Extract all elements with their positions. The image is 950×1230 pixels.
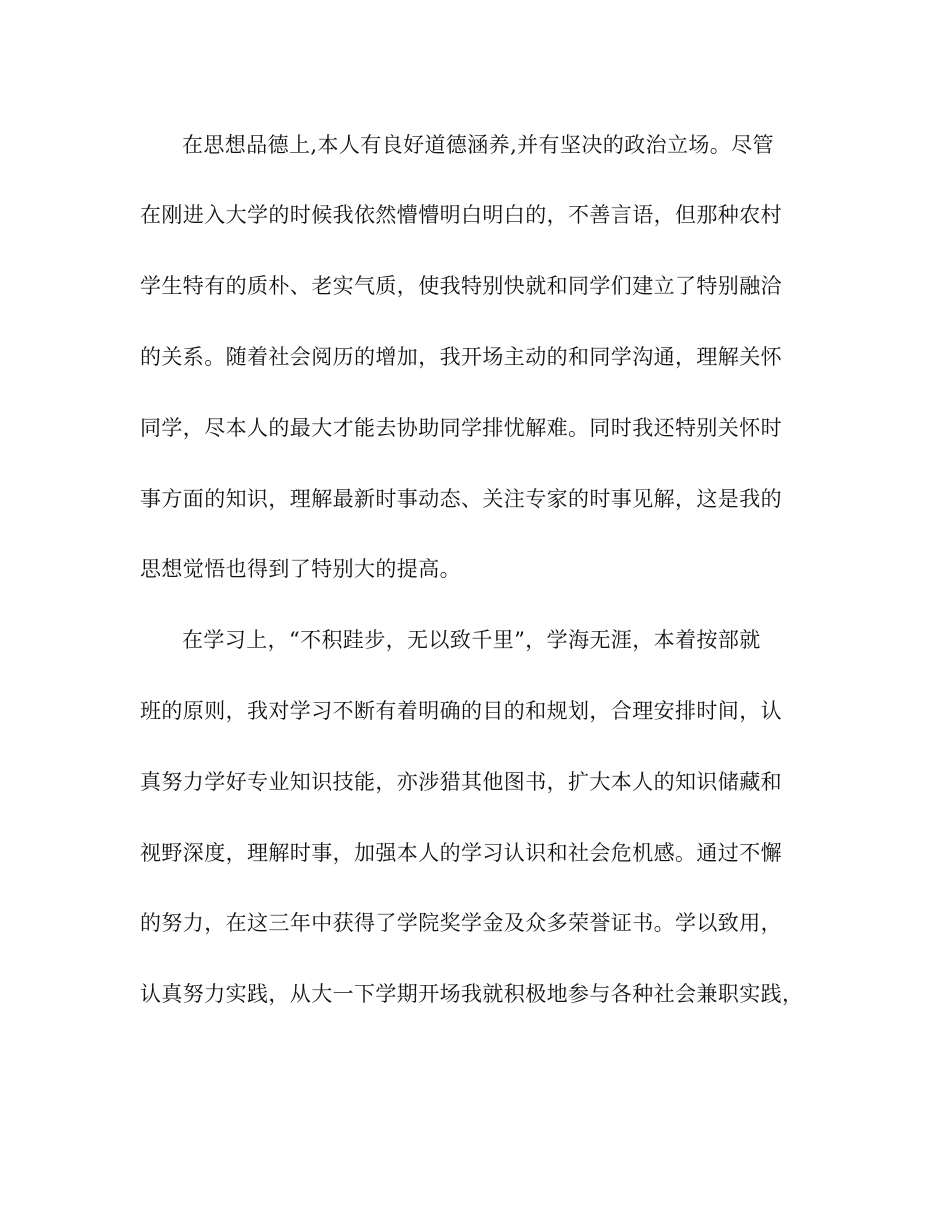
paragraph-1-line-4: 的关系。随着社会阅历的增加，我开场主动的和同学沟通，理解关怀 — [140, 345, 782, 369]
paragraph-1-line-2: 在刚进入大学的时候我依然懵懵明白明白的，不善言语，但那种农村 — [140, 203, 782, 227]
paragraph-2-line-1: 在学习上，“不积跬步，无以致千里”，学海无涯，本着按部就 — [182, 628, 761, 652]
paragraph-1-line-7: 思想觉悟也得到了特别大的提高。 — [140, 557, 461, 581]
paragraph-1-line-5: 同学，尽本人的最大才能去协助同学排忧解难。同时我还特别关怀时 — [140, 416, 782, 440]
paragraph-2-line-2: 班的原则，我对学习不断有着明确的目的和规划，合理安排时间，认 — [140, 699, 782, 723]
paragraph-1-line-1: 在思想品德上,本人有良好道德涵养,并有坚决的政治立场。尽管 — [182, 133, 774, 157]
paragraph-2-line-3: 真努力学好专业知识技能，亦涉猎其他图书，扩大本人的知识储藏和 — [140, 770, 782, 794]
paragraph-2-line-5: 的努力，在这三年中获得了学院奖学金及众多荣誉证书。学以致用， — [140, 911, 782, 935]
paragraph-1-line-6: 事方面的知识，理解最新时事动态、关注专家的时事见解，这是我的 — [140, 487, 782, 511]
paragraph-1-line-3: 学生特有的质朴、老实气质，使我特别快就和同学们建立了特别融洽 — [140, 274, 782, 298]
paragraph-2-line-6: 认真努力实践，从大一下学期开场我就积极地参与各种社会兼职实践， — [140, 982, 804, 1006]
paragraph-2-line-4: 视野深度，理解时事，加强本人的学习认识和社会危机感。通过不懈 — [140, 841, 782, 865]
